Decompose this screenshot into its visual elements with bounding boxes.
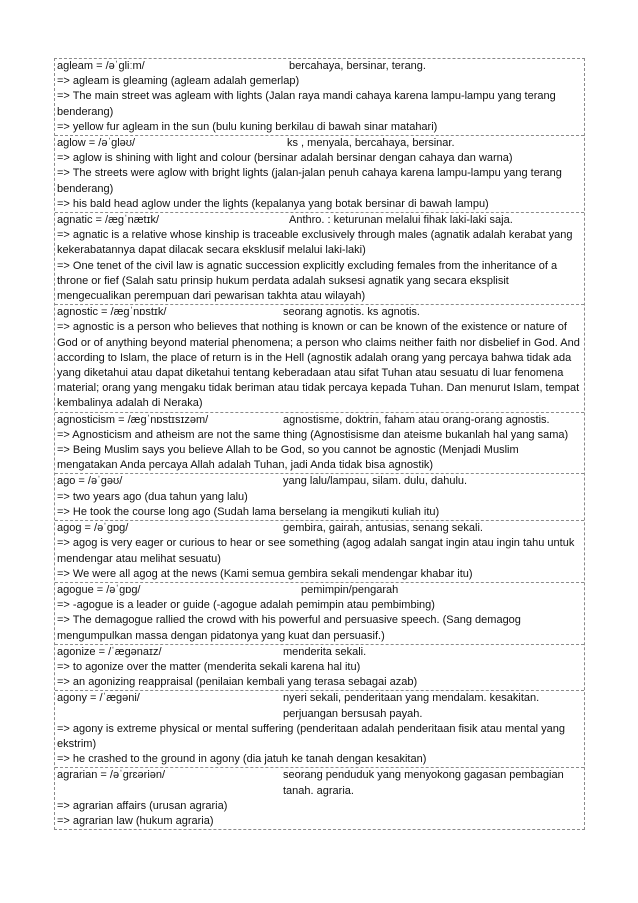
dictionary-entry <box>55 135 584 212</box>
entry-example-line: => Agnosticism and atheism are not the same thing (Agnostisisme dan ateisme bukanlah hal yang sama) <box>57 428 569 441</box>
entry-example-line: => agrarian law (hukum agraria) <box>57 814 214 827</box>
dictionary-entry <box>55 767 584 829</box>
entry-word-pronunciation: agog = /əˈgɒg/ <box>57 522 129 535</box>
entry-meaning: pemimpin/pengarah <box>301 583 399 596</box>
entry-headword-line <box>57 305 582 320</box>
entry-example-line: => The main street was agleam with lights (Jalan raya mandi cahaya karena lampu-lampu yang terang benderang) <box>57 90 556 118</box>
entry-word-pronunciation: agleam = /əˈgliːm/ <box>57 60 145 72</box>
entry-headword-line <box>57 768 582 798</box>
entry-example-line: => Being Muslim says you believe Allah to be God, so you cannot be agnostic (Menjadi Muslim mengatakan Anda percaya Allah adalah Tuhan, jadi Anda tidak bisa agnostik) <box>57 444 519 472</box>
dictionary-entry <box>55 473 584 520</box>
entry-word-pronunciation: agrarian = /əˈgrɛəriən/ <box>57 769 166 782</box>
entry-word-pronunciation: agnosticism = /ægˈnɒstɪsɪzəm/ <box>57 413 209 426</box>
entry-example-line: => -agogue is a leader or guide (-agogue adalah pemimpin atau pembimbing) <box>57 599 435 612</box>
entry-example-line: => his bald head aglow under the lights (kepalanya yang botak bersinar di bawah lampu) <box>57 197 489 210</box>
dictionary-entry <box>55 690 584 767</box>
entry-headword-line <box>57 521 582 536</box>
entry-example-line: => two years ago (dua tahun yang lalu) <box>57 490 248 503</box>
entry-example-line: => agnatic is a relative whose kinship is traceable exclusively through males (agnatik adalah kerabat yang kekerabatannya dapat dilacak secara eksklusif melalui laki-laki) <box>57 229 573 257</box>
entry-meaning: nyeri sekali, penderitaan yang mendalam. kesakitan. perjuangan bersusah payah. <box>283 692 540 720</box>
entry-meaning: agnostisme, doktrin, faham atau orang-orang agnostis. <box>283 413 550 426</box>
entry-example-line: => The demagogue rallied the crowd with his powerful and persuasive speech. (Sang demagog mengumpulkan massa dengan pidatonya yang kuat dan persuasif.) <box>57 614 521 642</box>
dictionary-entry <box>55 59 584 135</box>
entry-word-pronunciation: agogue = /əˈgɒg/ <box>57 583 141 596</box>
entry-meaning: seorang penduduk yang menyokong gagasan pembagian tanah. agraria. <box>283 769 564 797</box>
entry-word-pronunciation: agnostic = /ægˈnɒstɪk/ <box>57 306 167 319</box>
entry-example-line: => agnostic is a person who believes that nothing is known or can be known of the existence or nature of God or of anything beyond material phenomena; a person who claims neither faith nor disbelief in God. And according to Islam, the place of return is in the Hell (agnostik adalah orang yang percaya bahwa tidak ada yang diketahui atau dapat diketahui tentang keberadaan atau sifat Tuhan atau sesuatu di luar fenomena material; orang yang mengaku tidak beriman atau tidak percaya kepada Tuhan. Dan menurut Islam, tempat kembalinya adalah di Neraka) <box>57 321 580 410</box>
entry-word-pronunciation: agnatic = /ægˈnætɪk/ <box>57 214 160 227</box>
dictionary-entry <box>55 212 584 304</box>
entry-meaning: seorang agnotis. ks agnotis. <box>283 306 420 319</box>
entry-meaning: yang lalu/lampau, silam. dulu, dahulu. <box>283 475 468 488</box>
entry-meaning: Anthro. : keturunan melalui fihak laki-laki saja. <box>289 214 513 227</box>
entry-word-pronunciation: agony = /ˈægəni/ <box>57 692 140 705</box>
entry-example-line: => agleam is gleaming (agleam adalah gemerlap) <box>57 75 300 88</box>
dictionary-entry <box>55 412 584 474</box>
dictionary-entry <box>55 304 584 411</box>
entry-headword-line <box>57 474 582 489</box>
entry-example-line: => One tenet of the civil law is agnatic succession explicitly excluding females from the inheritance of a throne or fief (Salah satu prinsip hukum perdata adalah suksesi agnatik yang secara eksplisit mengecualikan perempuan dari pewarisan takhta atau wilayah) <box>57 259 558 303</box>
entry-meaning: gembira, gairah, antusias, senang sekali. <box>283 522 483 535</box>
dictionary-entry <box>55 644 584 691</box>
entry-meaning: menderita sekali. <box>283 645 367 658</box>
entry-meaning: ks , menyala, bercahaya, bersinar. <box>287 137 455 150</box>
entry-word-pronunciation: aglow = /əˈgləʊ/ <box>57 137 136 150</box>
entry-example-line: => agrarian affairs (urusan agraria) <box>57 799 228 812</box>
entry-example-line: => to agonize over the matter (menderita sekali karena hal itu) <box>57 660 361 673</box>
entry-headword-line <box>57 583 582 598</box>
dictionary-entry <box>55 582 584 644</box>
entry-example-line: => he crashed to the ground in agony (dia jatuh ke tanah dengan kesakitan) <box>57 753 427 766</box>
entry-headword-line <box>57 645 582 660</box>
entry-word-pronunciation: ago = /əˈgəʊ/ <box>57 475 123 488</box>
entry-meaning: bercahaya, bersinar, terang. <box>289 60 426 72</box>
entry-word-pronunciation: agonize = /ˈægənaɪz/ <box>57 645 162 658</box>
entry-example-line: => agony is extreme physical or mental suffering (penderitaan adalah penderitaan fisik atau mental yang ekstrim) <box>57 722 565 750</box>
entry-example-line: => He took the course long ago (Sudah lama berselang ia mengikuti kuliah itu) <box>57 505 440 518</box>
entry-example-line: => yellow fur agleam in the sun (bulu kuning berkilau di bawah sinar matahari) <box>57 120 438 133</box>
dictionary-document <box>54 58 585 830</box>
entry-example-line: => aglow is shining with light and colour (bersinar adalah bersinar dengan cahaya dan warna) <box>57 152 513 165</box>
entry-example-line: => We were all agog at the news (Kami semua gembira sekali mendengar khabar itu) <box>57 567 473 580</box>
entry-headword-line <box>57 213 582 228</box>
entry-example-line: => agog is very eager or curious to hear or see something (agog adalah sangat ingin atau ingin tahu untuk mendengar atau melihat sesuatu) <box>57 537 575 565</box>
entry-headword-line <box>57 413 582 428</box>
entry-example-line: => an agonizing reappraisal (penilaian kembali yang terasa sebagai azab) <box>57 676 418 689</box>
entry-headword-line <box>57 691 582 721</box>
dictionary-entry <box>55 520 584 582</box>
entry-headword-line <box>57 59 582 74</box>
entry-example-line: => The streets were aglow with bright lights (jalan-jalan penuh cahaya karena lampu-lampu yang terang benderang) <box>57 167 562 195</box>
entry-headword-line <box>57 136 582 151</box>
